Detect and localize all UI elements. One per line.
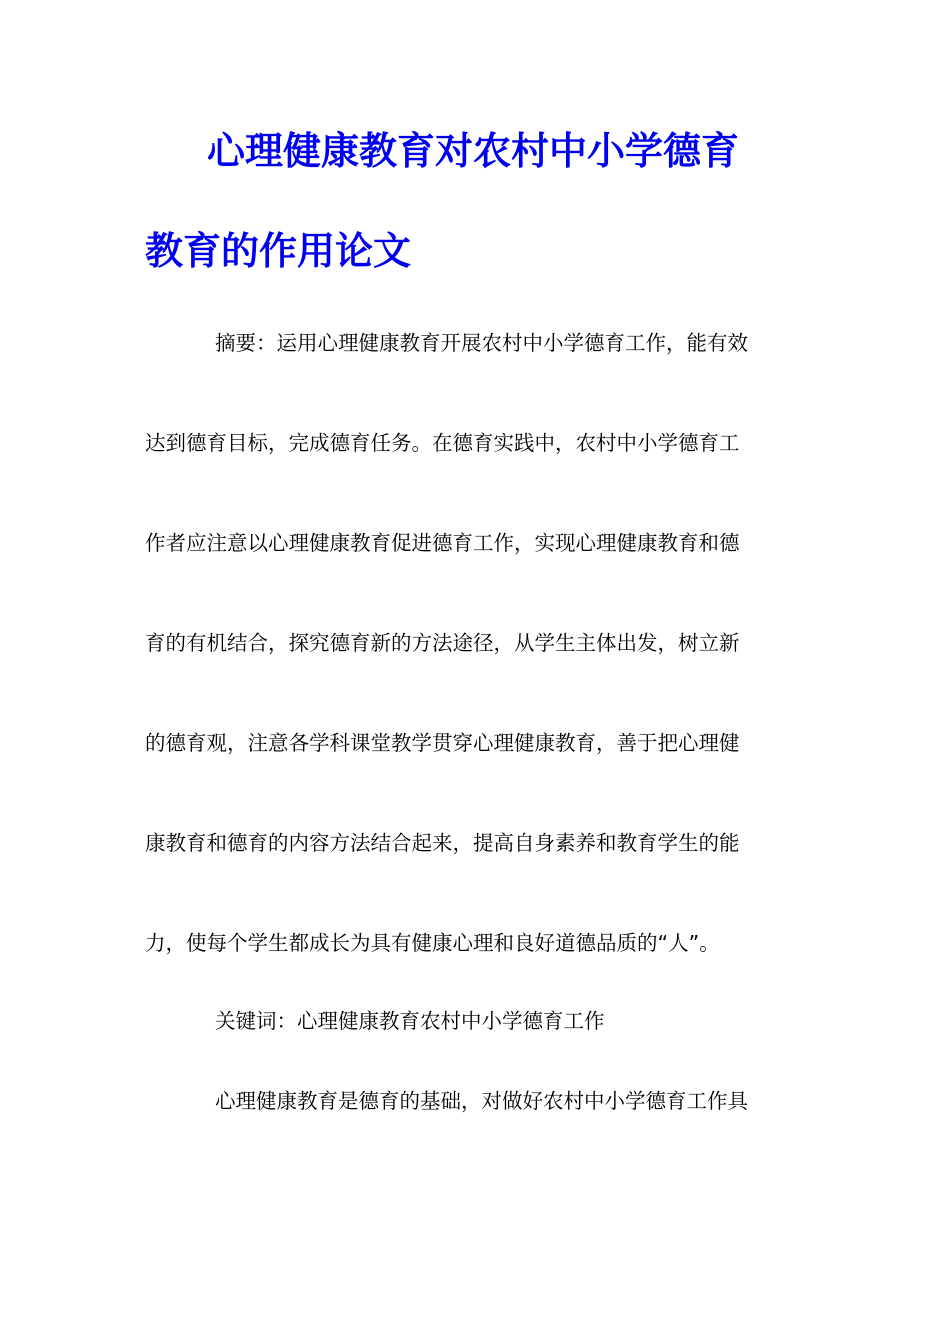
abstract-line-4: 育的有机结合，探究德育新的方法途径，从学生主体出发，树立新 [145, 631, 740, 655]
abstract-line-5: 的德育观，注意各学科课堂教学贯穿心理健康教育，善于把心理健 [145, 731, 740, 755]
abstract-line-6: 康教育和德育的内容方法结合起来，提高自身素养和教育学生的能 [145, 831, 740, 855]
abstract-line-1: 摘要：运用心理健康教育开展农村中小学德育工作，能有效 [215, 331, 748, 355]
keywords-line: 关键词：心理健康教育农村中小学德育工作 [215, 1009, 605, 1033]
abstract-line-2: 达到德育目标，完成德育任务。在德育实践中，农村中小学德育工 [145, 431, 740, 455]
title-line-2: 教育的作用论文 [145, 229, 412, 273]
body-line-1: 心理健康教育是德育的基础，对做好农村中小学德育工作具 [215, 1089, 748, 1113]
abstract-line-3: 作者应注意以心理健康教育促进德育工作，实现心理健康教育和德 [145, 531, 740, 555]
title-line-1: 心理健康教育对农村中小学德育 [207, 129, 740, 173]
abstract-line-7: 力，使每个学生都成长为具有健康心理和良好道德品质的“人”。 [145, 931, 720, 955]
